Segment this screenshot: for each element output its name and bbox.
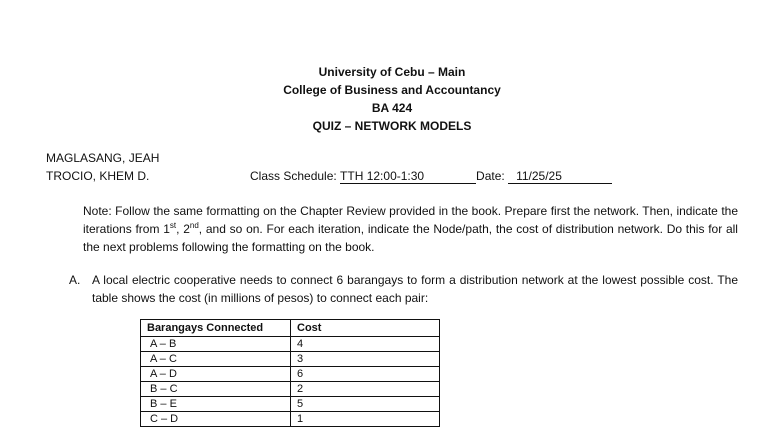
cost-cell: 6 [291, 367, 440, 382]
quiz-title: QUIZ – NETWORK MODELS [312, 119, 472, 133]
cost-cell: 3 [291, 352, 440, 367]
problem-text: A local electric cooperative needs to connect 6 barangays to form a distribution network at the lowest possible cost. The table shows the cost (in millions of pesos) to connect each pair: [92, 273, 738, 305]
date-label: Date: [476, 169, 509, 183]
course-code: BA 424 [371, 101, 413, 115]
class-schedule-line [250, 168, 612, 184]
cost-cell: 1 [291, 412, 440, 427]
cost-cell: 2 [291, 382, 440, 397]
pair-cell: A – B [141, 337, 291, 352]
note-sup-1: st [169, 221, 177, 230]
table-row [141, 352, 440, 367]
instruction-note [83, 202, 738, 256]
note-text-3: , and so on. For each iteration, indicate the Node/path, the cost of distribution network. Do this for all the next problems following the formatting on the book. [83, 222, 738, 254]
note-text-1: Note: Follow the same formatting on the Chapter Review provided in the book. Prepare first the network. Then, indicate the iterations from 1 [83, 204, 738, 236]
university-title: University of Cebu – Main [318, 65, 466, 79]
table-row [141, 412, 440, 427]
schedule-value: TTH 12:00-1:30 [340, 170, 476, 184]
column-header: Cost [291, 320, 440, 337]
pair-cell: A – C [141, 352, 291, 367]
table-row [141, 397, 440, 412]
cost-cell: 4 [291, 337, 440, 352]
pair-cell: C – D [141, 412, 291, 427]
date-value: 11/25/25 [508, 170, 612, 184]
student-name-2: TROCIO, KHEM D. [46, 169, 150, 183]
column-header: Barangays Connected [141, 320, 291, 337]
cost-cell: 5 [291, 397, 440, 412]
problem-letter: A. [69, 273, 81, 287]
schedule-label: Class Schedule: [250, 169, 341, 183]
college-title: College of Business and Accountancy [283, 83, 501, 97]
table-row [141, 382, 440, 397]
note-text-2: , 2 [176, 222, 190, 236]
table-row [141, 337, 440, 352]
pair-cell: B – C [141, 382, 291, 397]
table-header-row [141, 320, 440, 337]
cost-table [140, 319, 440, 427]
pair-cell: A – D [141, 367, 291, 382]
table-row [141, 367, 440, 382]
pair-cell: B – E [141, 397, 291, 412]
student-name-1: MAGLASANG, JEAH [46, 151, 160, 165]
note-sup-2: nd [189, 221, 199, 230]
